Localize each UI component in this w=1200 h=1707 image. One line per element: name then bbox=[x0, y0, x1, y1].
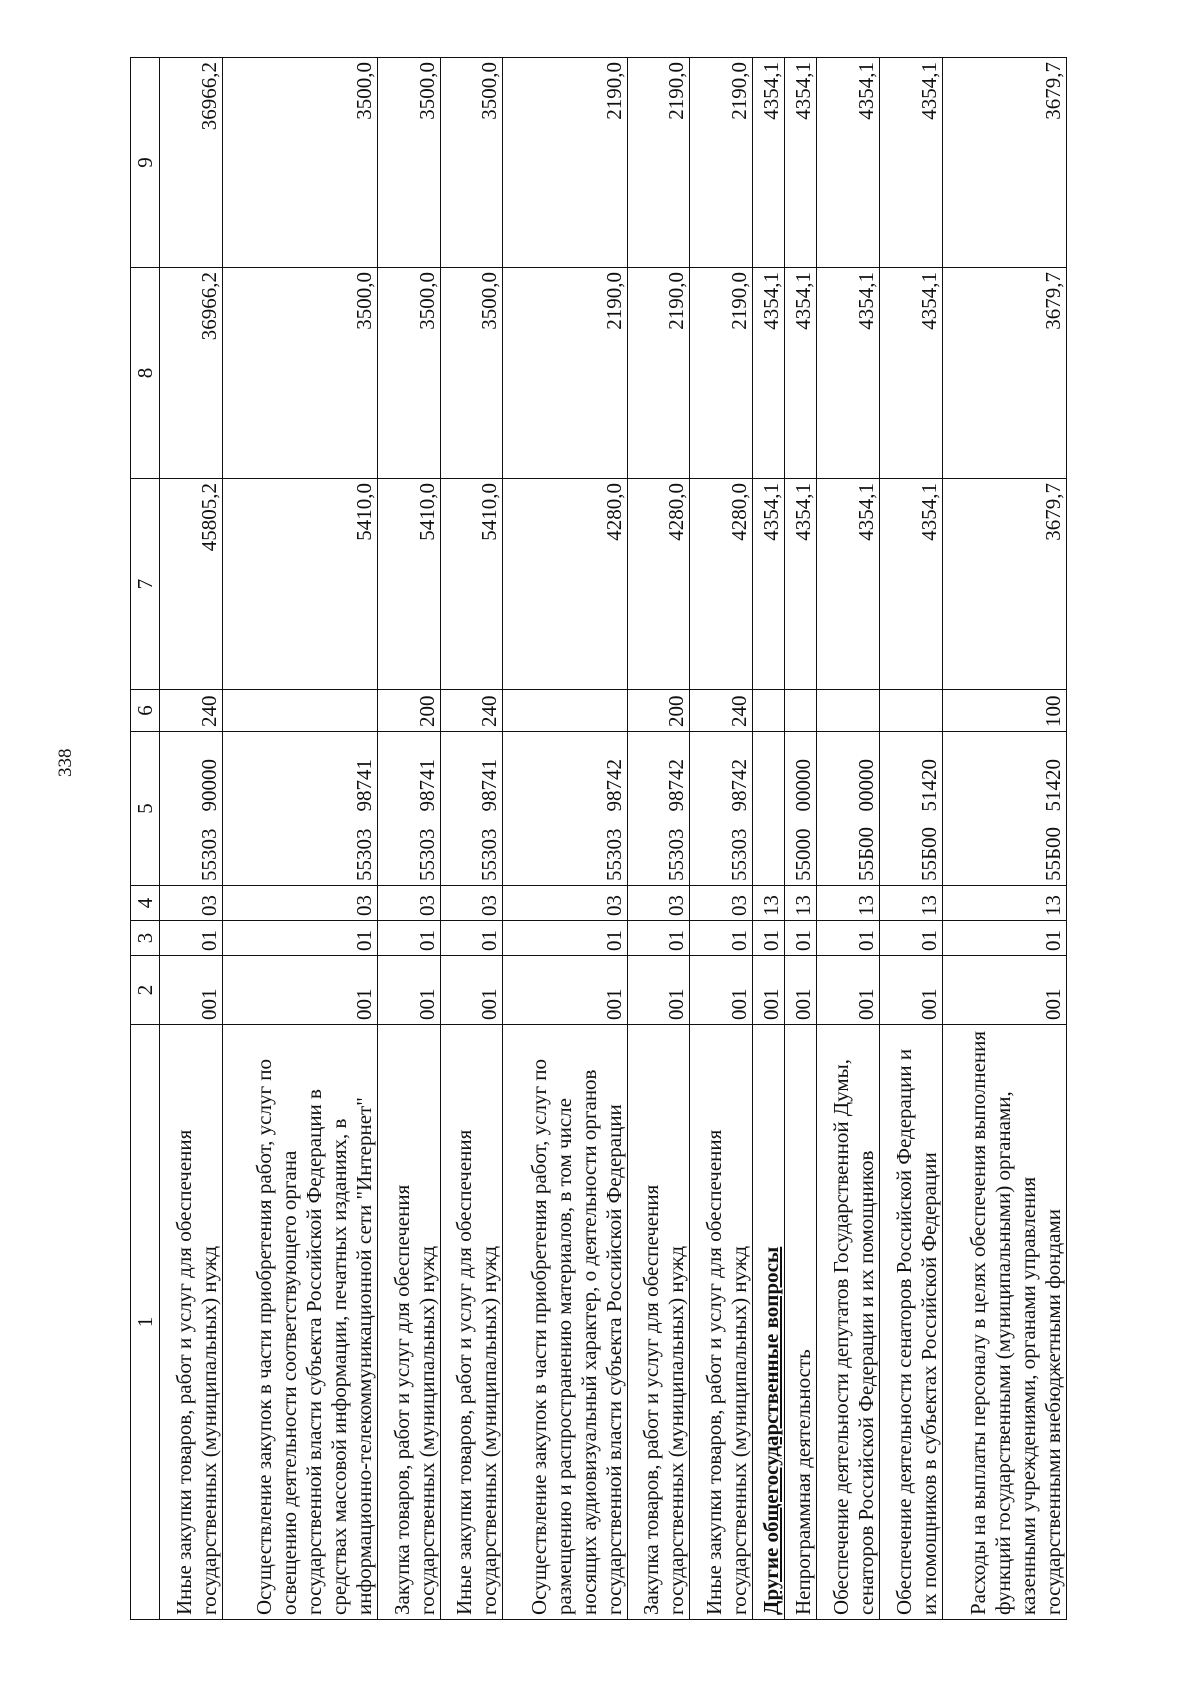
cell-expense-type: 100 bbox=[942, 690, 1066, 732]
cell-amount-7: 4354,1 bbox=[753, 479, 785, 690]
column-header-5: 5 bbox=[131, 732, 160, 886]
target-article-direction: 51420 bbox=[916, 759, 941, 812]
cell-subsection: 03 bbox=[377, 886, 440, 921]
cell-amount-9: 3500,0 bbox=[222, 58, 377, 268]
row-name: Другие общегосударственные вопросы bbox=[753, 1025, 785, 1620]
row-name: Осуществление закупок в части приобретения работ, услуг по освещению деятельности соответствующего органа государственной власти субъекта Российской Федерации в средствах массовой информации, печатных изданиях, в информационно-телекоммуникационной сети "Интернет" bbox=[222, 1025, 377, 1620]
page-number: 338 bbox=[55, 748, 76, 777]
table-row bbox=[440, 58, 503, 1620]
cell-target-article bbox=[160, 732, 223, 886]
cell-amount-7: 3679,7 bbox=[942, 479, 1066, 690]
cell-amount-7: 4280,0 bbox=[690, 479, 753, 690]
cell-ministry-code: 001 bbox=[222, 956, 377, 1025]
target-article-direction: 98742 bbox=[727, 759, 752, 812]
row-name: Осуществление закупок в части приобретения работ, услуг по размещению и распространению материалов, в том числе носящих аудиовизуальный характер, о деятельности органов государственной власти субъекта Российской Федерации bbox=[503, 1025, 627, 1620]
target-article-direction: 00000 bbox=[853, 759, 878, 812]
cell-ministry-code: 001 bbox=[627, 956, 690, 1025]
cell-subsection: 03 bbox=[160, 886, 223, 921]
cell-expense-type bbox=[503, 690, 627, 732]
cell-amount-7: 5410,0 bbox=[440, 479, 503, 690]
cell-amount-8: 36966,2 bbox=[160, 268, 223, 479]
cell-ministry-code: 001 bbox=[690, 956, 753, 1025]
table-row bbox=[785, 58, 817, 1620]
cell-target-article bbox=[753, 732, 785, 886]
cell-target-article bbox=[942, 732, 1066, 886]
column-header-4: 4 bbox=[131, 886, 160, 921]
cell-subsection: 03 bbox=[222, 886, 377, 921]
cell-section: 01 bbox=[817, 921, 880, 956]
cell-section: 01 bbox=[377, 921, 440, 956]
cell-amount-9: 4354,1 bbox=[785, 58, 817, 268]
cell-target-article bbox=[377, 732, 440, 886]
cell-amount-8: 3679,7 bbox=[942, 268, 1066, 479]
table-row bbox=[690, 58, 753, 1620]
target-article-direction: 00000 bbox=[791, 759, 816, 812]
cell-ministry-code: 001 bbox=[160, 956, 223, 1025]
cell-amount-9: 2190,0 bbox=[690, 58, 753, 268]
cell-ministry-code: 001 bbox=[879, 956, 942, 1025]
cell-subsection: 13 bbox=[785, 886, 817, 921]
column-header-1: 1 bbox=[131, 1025, 160, 1620]
cell-amount-7: 5410,0 bbox=[377, 479, 440, 690]
cell-ministry-code: 001 bbox=[377, 956, 440, 1025]
cell-amount-9: 4354,1 bbox=[753, 58, 785, 268]
cell-subsection: 03 bbox=[627, 886, 690, 921]
target-article-direction: 98742 bbox=[601, 759, 626, 812]
cell-section: 01 bbox=[440, 921, 503, 956]
target-article-program: 55303 bbox=[601, 828, 626, 881]
row-name: Иные закупки товаров, работ и услуг для обеспечения государственных (муниципальных) нужд bbox=[160, 1025, 223, 1620]
cell-ministry-code: 001 bbox=[942, 956, 1066, 1025]
cell-amount-9: 3500,0 bbox=[377, 58, 440, 268]
cell-target-article bbox=[817, 732, 880, 886]
cell-section: 01 bbox=[222, 921, 377, 956]
cell-expense-type: 200 bbox=[627, 690, 690, 732]
table-row bbox=[753, 58, 785, 1620]
table-row bbox=[160, 58, 223, 1620]
table-row bbox=[627, 58, 690, 1620]
cell-amount-7: 4354,1 bbox=[785, 479, 817, 690]
cell-expense-type: 200 bbox=[377, 690, 440, 732]
rotated-table-frame bbox=[130, 58, 1067, 1620]
column-header-9: 9 bbox=[131, 58, 160, 268]
cell-section: 01 bbox=[160, 921, 223, 956]
cell-target-article bbox=[503, 732, 627, 886]
target-article-program: 55Б00 bbox=[853, 826, 878, 881]
target-article-program: 55303 bbox=[477, 828, 502, 881]
cell-amount-9: 36966,2 bbox=[160, 58, 223, 268]
cell-amount-8: 3500,0 bbox=[222, 268, 377, 479]
target-article-direction: 51420 bbox=[1041, 759, 1065, 812]
column-header-3: 3 bbox=[131, 921, 160, 956]
target-article-program: 55303 bbox=[351, 828, 376, 881]
cell-amount-8: 4354,1 bbox=[785, 268, 817, 479]
target-article-program: 55Б00 bbox=[916, 826, 941, 881]
table-body bbox=[160, 58, 1067, 1620]
cell-amount-8: 4354,1 bbox=[753, 268, 785, 479]
cell-expense-type bbox=[785, 690, 817, 732]
cell-expense-type: 240 bbox=[160, 690, 223, 732]
cell-amount-8: 4354,1 bbox=[817, 268, 880, 479]
cell-ministry-code: 001 bbox=[785, 956, 817, 1025]
row-name: Обеспечение деятельности депутатов Государственной Думы, сенаторов Российской Федерации и их помощников bbox=[817, 1025, 880, 1620]
cell-subsection: 03 bbox=[503, 886, 627, 921]
row-name: Обеспечение деятельности сенаторов Российской Федерации и их помощников в субъектах Российской Федерации bbox=[879, 1025, 942, 1620]
target-article-direction: 98741 bbox=[414, 759, 439, 812]
cell-amount-8: 2190,0 bbox=[627, 268, 690, 479]
cell-subsection: 03 bbox=[440, 886, 503, 921]
cell-target-article bbox=[627, 732, 690, 886]
cell-section: 01 bbox=[503, 921, 627, 956]
target-article-program: 55000 bbox=[791, 828, 816, 881]
table-row bbox=[817, 58, 880, 1620]
cell-subsection: 03 bbox=[690, 886, 753, 921]
cell-target-article bbox=[785, 732, 817, 886]
cell-section: 01 bbox=[942, 921, 1066, 956]
cell-amount-7: 4354,1 bbox=[817, 479, 880, 690]
cell-ministry-code: 001 bbox=[440, 956, 503, 1025]
cell-subsection: 13 bbox=[817, 886, 880, 921]
cell-target-article bbox=[690, 732, 753, 886]
cell-expense-type bbox=[222, 690, 377, 732]
row-name: Расходы на выплаты персоналу в целях обеспечения выполнения функций государственными (муниципальными) органами, казенными учреждениями, органами управления государственными внебюджетными фондами bbox=[942, 1025, 1066, 1620]
cell-expense-type bbox=[817, 690, 880, 732]
cell-expense-type bbox=[879, 690, 942, 732]
cell-subsection: 13 bbox=[753, 886, 785, 921]
header-row bbox=[131, 58, 160, 1620]
cell-ministry-code: 001 bbox=[753, 956, 785, 1025]
table-row bbox=[503, 58, 627, 1620]
cell-expense-type bbox=[753, 690, 785, 732]
cell-amount-7: 4280,0 bbox=[503, 479, 627, 690]
cell-section: 01 bbox=[785, 921, 817, 956]
cell-amount-8: 3500,0 bbox=[377, 268, 440, 479]
cell-section: 01 bbox=[690, 921, 753, 956]
cell-amount-8: 4354,1 bbox=[879, 268, 942, 479]
cell-subsection: 13 bbox=[879, 886, 942, 921]
target-article-direction: 98741 bbox=[477, 759, 502, 812]
cell-target-article bbox=[879, 732, 942, 886]
row-name: Непрограммная деятельность bbox=[785, 1025, 817, 1620]
cell-amount-9: 4354,1 bbox=[817, 58, 880, 268]
cell-target-article bbox=[222, 732, 377, 886]
cell-amount-7: 4280,0 bbox=[627, 479, 690, 690]
cell-amount-9: 3500,0 bbox=[440, 58, 503, 268]
table-row bbox=[377, 58, 440, 1620]
cell-amount-7: 4354,1 bbox=[879, 479, 942, 690]
cell-subsection: 13 bbox=[942, 886, 1066, 921]
row-name: Закупка товаров, работ и услуг для обеспечения государственных (муниципальных) нужд bbox=[627, 1025, 690, 1620]
column-header-6: 6 bbox=[131, 690, 160, 732]
cell-target-article bbox=[440, 732, 503, 886]
cell-ministry-code: 001 bbox=[503, 956, 627, 1025]
target-article-program: 55303 bbox=[664, 828, 689, 881]
target-article-direction: 90000 bbox=[196, 759, 221, 812]
cell-amount-8: 2190,0 bbox=[503, 268, 627, 479]
row-name: Закупка товаров, работ и услуг для обеспечения государственных (муниципальных) нужд bbox=[377, 1025, 440, 1620]
cell-expense-type: 240 bbox=[440, 690, 503, 732]
cell-amount-7: 45805,2 bbox=[160, 479, 223, 690]
cell-expense-type: 240 bbox=[690, 690, 753, 732]
budget-table bbox=[130, 57, 1067, 1620]
target-article-program: 55303 bbox=[196, 828, 221, 881]
target-article-program: 55303 bbox=[727, 828, 752, 881]
cell-amount-9: 3679,7 bbox=[942, 58, 1066, 268]
table-row bbox=[879, 58, 942, 1620]
cell-ministry-code: 001 bbox=[817, 956, 880, 1025]
column-header-8: 8 bbox=[131, 268, 160, 479]
target-article-direction: 98741 bbox=[351, 759, 376, 812]
row-name: Иные закупки товаров, работ и услуг для обеспечения государственных (муниципальных) нужд bbox=[690, 1025, 753, 1620]
cell-amount-8: 2190,0 bbox=[690, 268, 753, 479]
table-row bbox=[222, 58, 377, 1620]
cell-amount-7: 5410,0 bbox=[222, 479, 377, 690]
table-row bbox=[942, 58, 1066, 1620]
target-article-direction: 98742 bbox=[664, 759, 689, 812]
cell-section: 01 bbox=[753, 921, 785, 956]
cell-amount-8: 3500,0 bbox=[440, 268, 503, 479]
target-article-program: 55303 bbox=[414, 828, 439, 881]
cell-amount-9: 2190,0 bbox=[627, 58, 690, 268]
cell-amount-9: 2190,0 bbox=[503, 58, 627, 268]
column-header-2: 2 bbox=[131, 956, 160, 1025]
column-header-7: 7 bbox=[131, 479, 160, 690]
cell-section: 01 bbox=[879, 921, 942, 956]
row-name: Иные закупки товаров, работ и услуг для обеспечения государственных (муниципальных) нужд bbox=[440, 1025, 503, 1620]
cell-section: 01 bbox=[627, 921, 690, 956]
cell-amount-9: 4354,1 bbox=[879, 58, 942, 268]
target-article-program: 55Б00 bbox=[1041, 826, 1065, 881]
